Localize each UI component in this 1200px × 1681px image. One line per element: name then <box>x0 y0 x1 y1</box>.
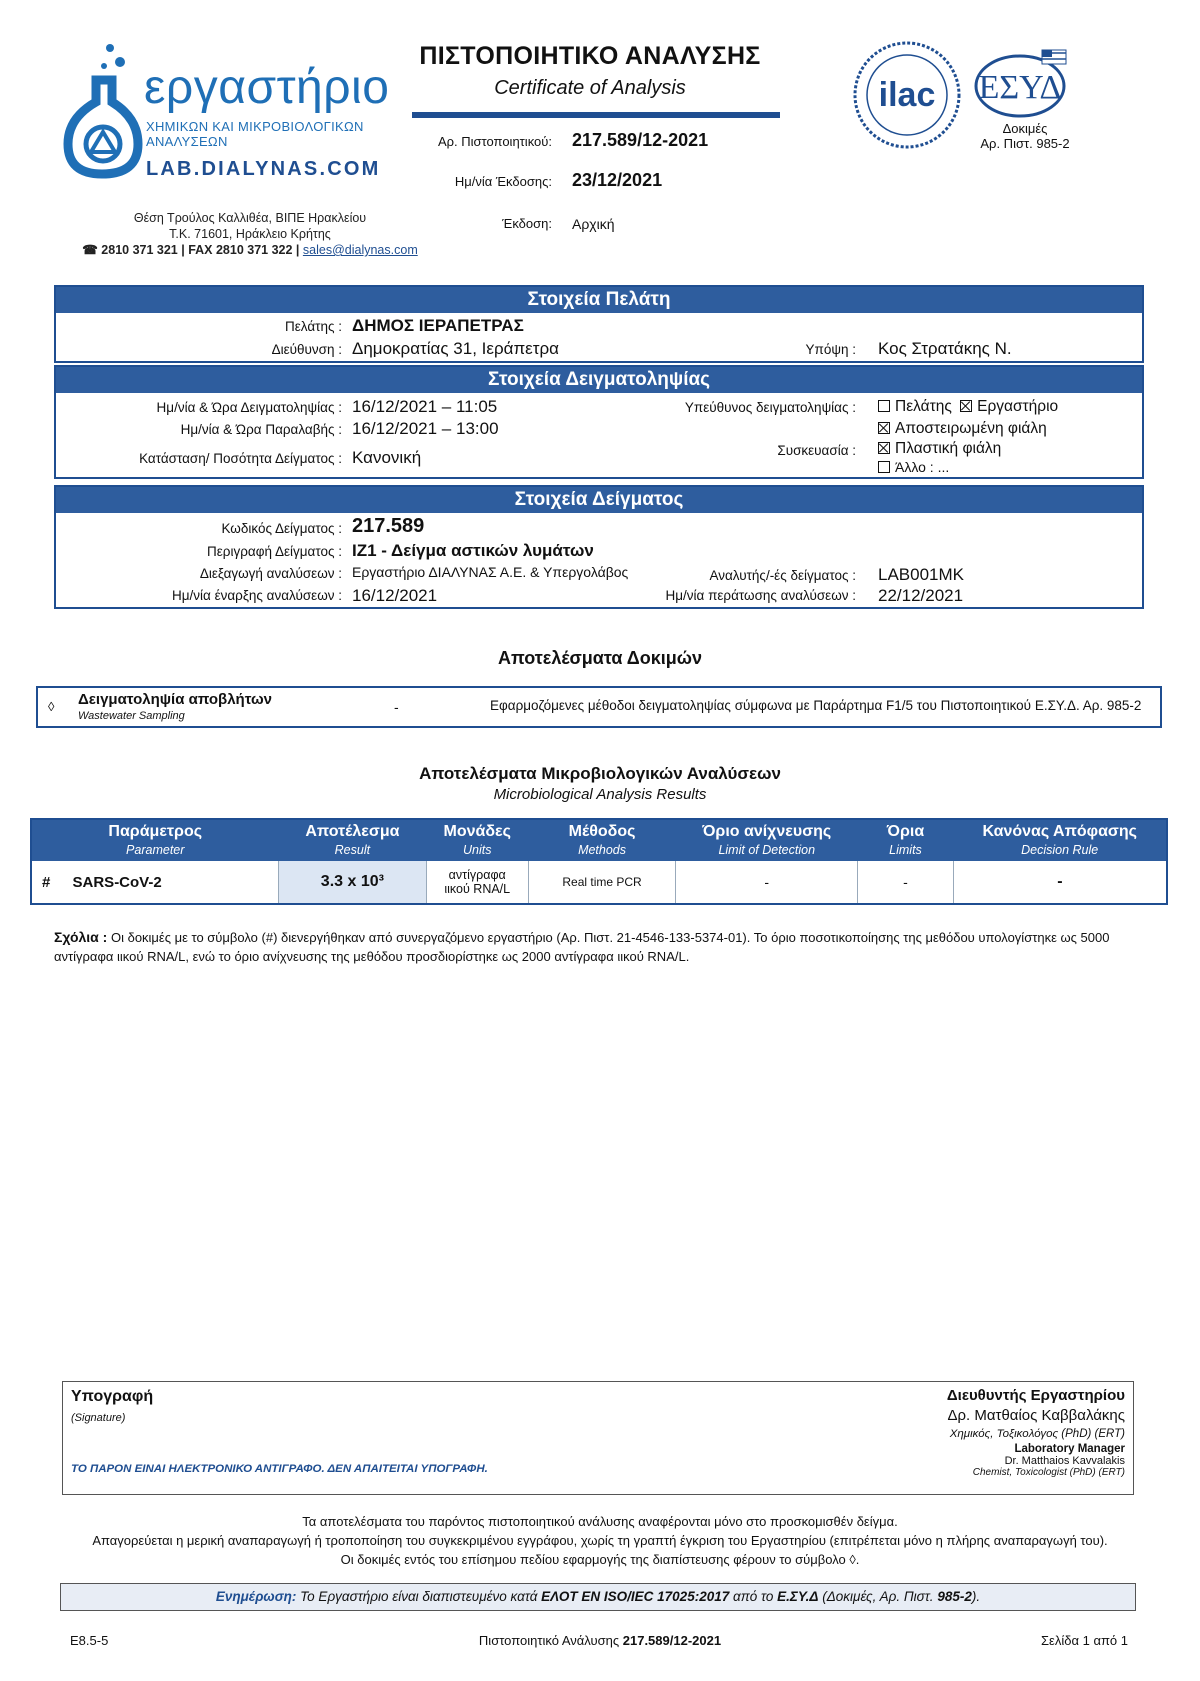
director-block: Διευθυντής Εργαστηρίου Δρ. Ματθαίος Καββαλάκης Χημικός, Τοξικολόγος (PhD) (ERT) Laboratory Manager Dr. Matthaios Kavvalakis Chemist, Toxicologist (PhD) (ERT) <box>946 1387 1125 1478</box>
client-label: Πελάτης : <box>285 319 342 334</box>
performed-label: Διεξαγωγή αναλύσεων : <box>199 566 342 581</box>
logo-url: LAB.DIALYNAS.COM <box>146 158 381 180</box>
sterile-option: Αποστειρωμένη φιάλη <box>878 420 1047 438</box>
sampling-heading: Στοιχεία Δειγματοληψίας <box>56 367 1142 393</box>
checkbox-other[interactable] <box>878 461 890 473</box>
sample-desc-label: Περιγραφή Δείγματος : <box>207 544 342 559</box>
sampling-test-row <box>36 686 1162 728</box>
col-result: Αποτέλεσμα Result <box>278 819 426 861</box>
address-label: Διεύθυνση : <box>271 342 342 357</box>
test-dash: - <box>394 699 399 715</box>
footer-cert-ref: Πιστοποιητικό Ανάλυσης 217.589/12-2021 <box>478 1633 722 1648</box>
client-heading: Στοιχεία Πελάτη <box>56 287 1142 313</box>
table-header-row <box>31 819 1167 861</box>
micro-subtitle: Microbiological Analysis Results <box>493 786 707 803</box>
sampling-datetime-label: Ημ/νία & Ώρα Δειγματοληψίας : <box>156 400 342 415</box>
ilac-text: ilac <box>878 76 936 114</box>
performed-value: Εργαστήριο ΔΙΑΛΥΝΑΣ Α.Ε. & Υπεργολάβος <box>352 564 629 580</box>
client-value: ΔΗΜΟΣ ΙΕΡΑΠΕΤΡΑΣ <box>352 316 524 335</box>
notes-text: Οι δοκιμές με το σύμβολο (#) διενεργήθηκαν από συνεργαζόμενο εργαστήριο (Αρ. Πιστ. 21-4546-133-5374-01). Το όριο ποσοτικοποίησης της μεθόδου υπολογίστηκε ως 5000 αντίγραφα ιικού RNA/L, ενώ το όριο ανίχνευσης της μεθόδου προσδιορίστηκε ως 2000 αντίγραφα ιικού RNA/L. <box>54 930 1110 964</box>
col-method: Μέθοδος Methods <box>528 819 676 861</box>
micro-title: Αποτελέσματα Μικροβιολογικών Αναλύσεων <box>419 764 781 783</box>
signature-label-en: (Signature) <box>71 1412 126 1424</box>
logo-subtitle: ΧΗΜΙΚΩΝ ΚΑΙ ΜΙΚΡΟΒΙΟΛΟΓΙΚΩΝ ΑΝΑΛΥΣΕΩΝ <box>146 119 364 149</box>
certificate-subtitle: Certificate of Analysis <box>494 77 686 99</box>
esyd-text: ΕΣΥΔ <box>978 69 1062 106</box>
cert-no-label: Αρ. Πιστοποιητικού: <box>437 134 552 149</box>
esyd-accreditation-badge <box>972 48 1072 120</box>
limits-cell: - <box>858 861 954 904</box>
sample-section <box>54 485 1144 609</box>
analyst-value: LAB001MK <box>878 565 964 584</box>
plastic-option: Πλαστική φιάλη <box>878 440 1001 458</box>
analyst-label: Αναλυτής/-ές δείγματος : <box>709 568 856 583</box>
signature-label: Υπογραφή <box>71 1388 154 1405</box>
responsible-options: Πελάτης Εργαστήριο <box>878 398 1058 416</box>
cert-no-value: 217.589/12-2021 <box>572 130 709 150</box>
issue-date-value: 23/12/2021 <box>572 170 663 190</box>
table-row <box>31 861 1167 904</box>
checkbox-plastic[interactable] <box>878 442 890 454</box>
document-code: E8.5-5 <box>70 1633 109 1648</box>
client-section <box>54 285 1144 363</box>
subcontracted-marker: # <box>42 873 51 891</box>
lab-address: Θέση Τρούλος Καλλιθέα, ΒΙΠΕ Ηρακλείου Τ.Κ. 71601, Ηράκλειο Κρήτης ☎ 2810 371 321 | FAX 2810 371 322 | sales@dialynas.com <box>82 211 418 257</box>
checkbox-lab[interactable] <box>960 400 972 412</box>
edition-label: Έκδοση: <box>502 216 552 231</box>
lab-flask-logo-icon <box>60 40 150 180</box>
micro-results-table <box>30 818 1168 905</box>
sampling-datetime-value: 16/12/2021 – 11:05 <box>352 397 498 416</box>
issue-date-label: Ημ/νία Έκδοσης: <box>454 174 552 189</box>
col-decision-rule: Κανόνας Απόφασης Decision Rule <box>953 819 1167 861</box>
accreditation-update-box: Ενημέρωση: Το Εργαστήριο είναι διαπιστευμένο κατά ΕΛΟΤ ΕΝ ISO/IEC 17025:2017 από το Ε.ΣΥ.Δ (Δοκιμές, Αρ. Πιστ. 985-2). <box>60 1583 1136 1611</box>
footer-disclaimer: Τα αποτελέσματα του παρόντος πιστοποιητικού ανάλυσης αναφέρονται μόνο στο προσκομισθέν δείγμα. Απαγορεύεται η μερική αναπαραγωγή ή τροποποίηση του συγκεκριμένου εγγράφου, χωρίς τη γραπτή έγκριση του Εργαστηρίου (επιτρέπεται μόνο η πλήρης αναπαραγωγή του). Οι δοκιμές εντός του επίσημου πεδίου εφαρμογής της διαπίστευσης φέρουν το σύμβολο ◊. <box>92 1514 1108 1567</box>
signature-box <box>62 1381 1134 1495</box>
start-date-value: 16/12/2021 <box>352 586 438 605</box>
decision-rule-cell: - <box>953 861 1167 904</box>
condition-label: Κατάσταση/ Ποσότητα Δείγματος : <box>139 451 342 466</box>
edition-value: Αρχική <box>572 216 615 232</box>
packaging-label: Συσκευασία : <box>777 443 856 458</box>
electronic-copy-note: ΤΟ ΠΑΡΟΝ ΕΙΝΑΙ ΗΛΕΚΤΡΟΝΙΚΟ ΑΝΤΙΓΡΑΦΟ. ΔΕΝ ΑΠΑΙΤΕΙΤΑΙ ΥΠΟΓΡΑΦΗ. <box>71 1463 488 1475</box>
attn-value: Κος Στρατάκης Ν. <box>878 339 1012 358</box>
certificate-title: ΠΙΣΤΟΠΟΙΗΤΙΚΟ ΑΝΑΛΥΣΗΣ <box>419 42 761 70</box>
start-date-label: Ημ/νία έναρξης αναλύσεων : <box>172 588 342 603</box>
sample-code-value: 217.589 <box>352 515 425 537</box>
col-units: Μονάδες Units <box>426 819 528 861</box>
sample-code-label: Κωδικός Δείγματος : <box>221 521 342 536</box>
esyd-caption: Δοκιμές Αρ. Πιστ. 985-2 <box>980 121 1070 151</box>
email-link[interactable]: sales@dialynas.com <box>302 243 418 257</box>
test-name-en: Wastewater Sampling <box>78 710 185 722</box>
method-cell: Real time PCR <box>528 861 676 904</box>
tests-title: Αποτελέσματα Δοκιμών <box>497 648 702 668</box>
address-value: Δημοκρατίας 31, Ιεράπετρα <box>352 339 559 358</box>
test-method: Εφαρμοζόμενες μέθοδοι δειγματοληψίας σύμφωνα με Παράρτημα F1/5 του Πιστοποιητικού Ε.ΣΥ.Δ. Αρ. 985-2 <box>490 698 1142 713</box>
sample-desc-value: ΙΖ1 - Δείγμα αστικών λυμάτων <box>352 541 594 560</box>
result-cell: 3.3 x 10³ <box>278 861 426 904</box>
col-limits: Όρια Limits <box>858 819 954 861</box>
receipt-datetime-value: 16/12/2021 – 13:00 <box>352 419 499 438</box>
parameter-cell: # SARS-CoV-2 <box>31 861 278 904</box>
test-name: Δειγματοληψία αποβλήτων <box>78 691 273 708</box>
receipt-datetime-label: Ημ/νία & Ώρα Παραλαβής : <box>180 422 342 437</box>
notes-label: Σχόλια : <box>54 929 108 945</box>
attn-label: Υπόψη : <box>805 342 856 357</box>
responsible-label: Υπεύθυνος δειγματοληψίας : <box>684 400 856 415</box>
col-parameter: Παράμετρος Parameter <box>31 819 278 861</box>
end-date-label: Ημ/νία περάτωσης αναλύσεων : <box>665 588 856 603</box>
sampling-section <box>54 365 1144 479</box>
page-number: Σελίδα 1 από 1 <box>1041 1633 1128 1648</box>
accredited-marker: ◊ <box>48 699 55 714</box>
condition-value: Κανονική <box>352 448 422 467</box>
units-cell: αντίγραφα ιικού RNA/L <box>426 861 528 904</box>
other-option: Άλλο : ... <box>878 459 949 475</box>
logo-wordmark: εργαστήριο <box>144 61 390 114</box>
notes <box>54 928 1134 966</box>
ilac-accreditation-badge <box>852 40 962 150</box>
sample-heading: Στοιχεία Δείγματος <box>56 487 1142 513</box>
col-lod: Όριο ανίχνευσης Limit of Detection <box>676 819 858 861</box>
lod-cell: - <box>676 861 858 904</box>
checkbox-client[interactable] <box>878 400 890 412</box>
checkbox-sterile[interactable] <box>878 422 890 434</box>
end-date-value: 22/12/2021 <box>878 586 964 605</box>
title-underline <box>412 112 780 118</box>
